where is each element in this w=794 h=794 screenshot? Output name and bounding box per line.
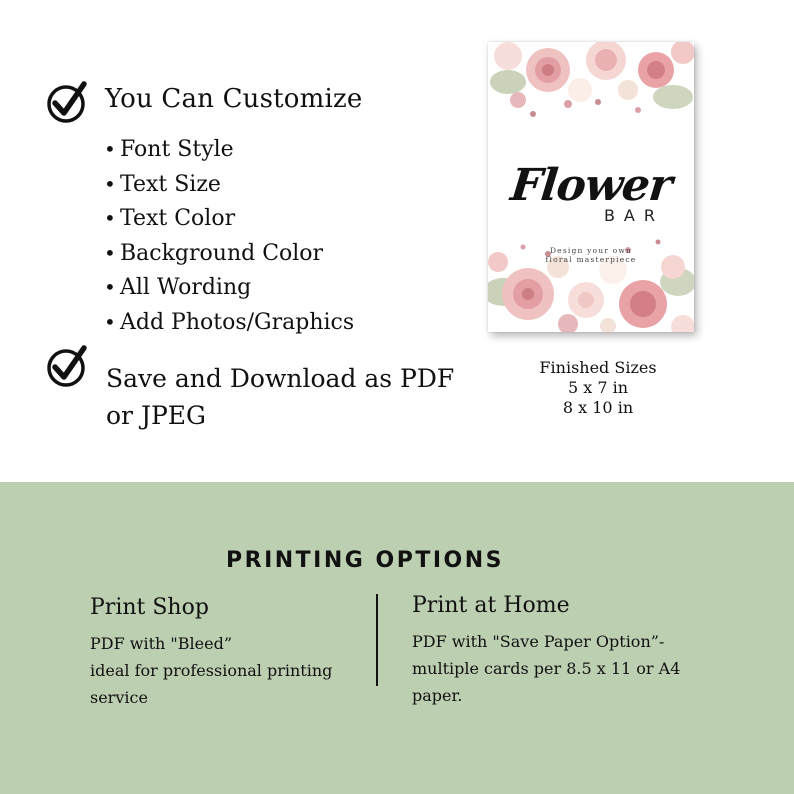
check-circle-icon [46, 80, 90, 124]
list-item: • Add Photos/Graphics [104, 309, 355, 335]
save-line-1: Save and Download as PDF [106, 364, 455, 393]
card-subtitle: BAR [603, 206, 664, 225]
print-home-column [412, 592, 712, 709]
save-line-2: or JPEG [106, 401, 207, 430]
print-home-description: PDF with "Save Paper Option”- multiple cards per 8.5 x 11 or A4 paper. [412, 632, 681, 705]
print-shop-column [90, 594, 360, 711]
list-item: • Text Size [104, 171, 221, 197]
list-item: • All Wording [104, 275, 252, 300]
list-item: • Background Color [104, 240, 324, 266]
column-divider [376, 594, 378, 686]
card-tagline: Design your own floral masterpiece [545, 246, 637, 264]
print-shop-description: PDF with "Bleed” ideal for professional printing service [90, 634, 333, 707]
print-home-title: Print at Home [412, 593, 570, 618]
sign-preview-card [488, 42, 694, 332]
save-download-text [106, 360, 466, 434]
list-item: • Font Style [104, 137, 234, 162]
finished-sizes [520, 358, 676, 418]
customize-heading: You Can Customize [105, 84, 363, 114]
card-title: Flower [508, 160, 674, 211]
sizes-label: Finished Sizes [539, 358, 657, 377]
size-option: 8 x 10 in [562, 398, 634, 417]
size-option: 5 x 7 in [567, 378, 629, 397]
printing-options-title: PRINTING OPTIONS [226, 548, 504, 573]
check-circle-icon [46, 344, 90, 388]
printing-options-section [0, 482, 794, 794]
list-item: • Text Color [104, 206, 236, 231]
print-shop-title: Print Shop [90, 595, 209, 620]
customize-list [104, 132, 354, 339]
